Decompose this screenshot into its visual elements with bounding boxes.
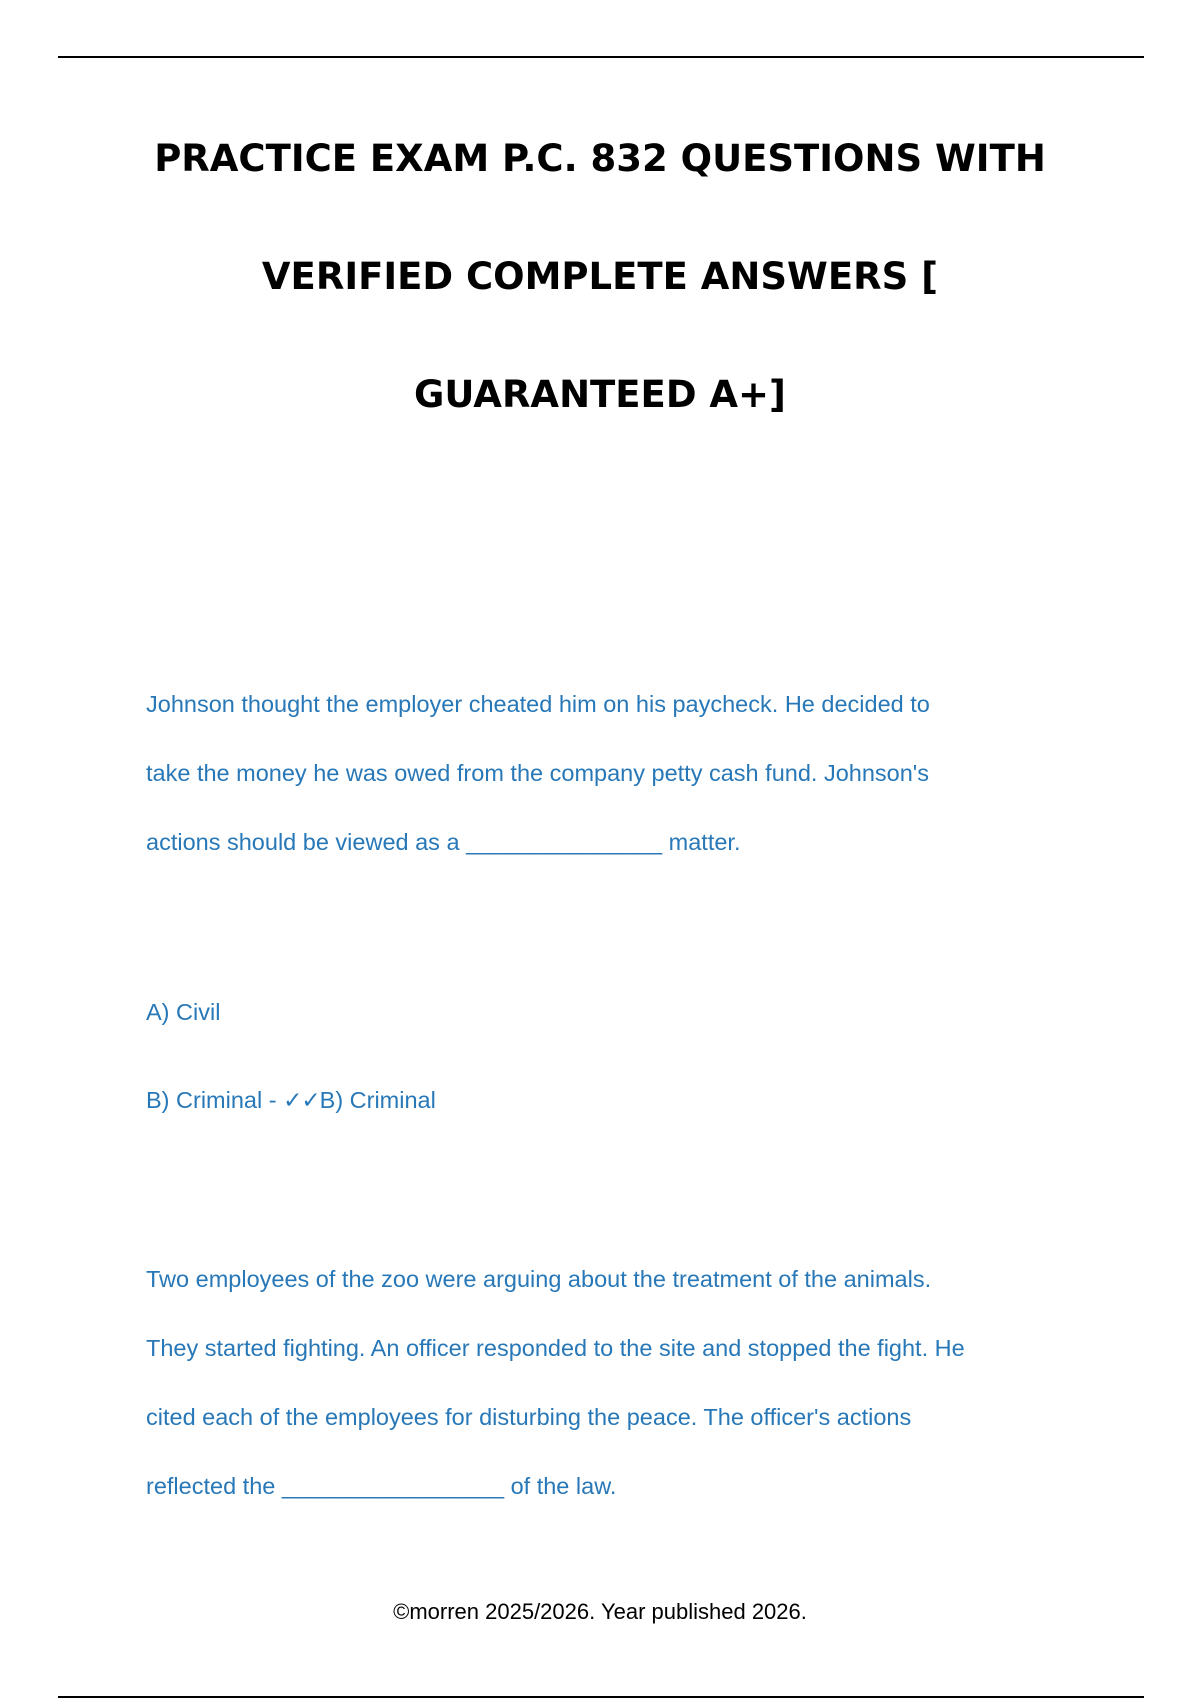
fill-in-blank: _______________ — [466, 829, 663, 855]
question-line: They started fighting. An officer responded to the site and stopped the fight. He — [146, 1335, 965, 1361]
document-title — [100, 100, 1100, 454]
title-line: GUARANTEED A+] — [414, 373, 786, 416]
bottom-rule — [58, 1696, 1144, 1698]
question-line: take the money he was owed from the company petty cash fund. Johnson's — [146, 760, 930, 786]
question-line: Johnson thought the employer cheated him on his paycheck. He decided to — [146, 691, 930, 717]
title-line: PRACTICE EXAM P.C. 832 QUESTIONS WITH — [154, 137, 1046, 180]
question-2 — [146, 1245, 1106, 1521]
top-rule — [58, 56, 1144, 58]
option-text: B) Criminal - — [146, 1087, 284, 1113]
question-line: cited each of the employees for disturbing the peace. The officer's actions — [146, 1404, 912, 1430]
option-text: A) Civil — [146, 999, 221, 1025]
question-line: Two employees of the zoo were arguing about the treatment of the animals. — [146, 1266, 932, 1292]
footer-copyright: ©morren 2025/2026. Year published 2026. — [393, 1599, 807, 1624]
option-line — [146, 1066, 1106, 1135]
option-a — [146, 978, 1106, 1047]
answer-text: B) Criminal — [319, 1087, 436, 1113]
title-line: VERIFIED COMPLETE ANSWERS [ — [261, 255, 939, 298]
question-text: of the law. — [504, 1473, 617, 1499]
question-text: reflected the — [146, 1473, 282, 1499]
question-line — [146, 1452, 1106, 1521]
question-1 — [146, 670, 1106, 877]
option-b — [146, 1066, 1106, 1135]
question-line — [146, 808, 1106, 877]
fill-in-blank: _________________ — [281, 1473, 505, 1499]
question-text: matter. — [662, 829, 741, 855]
question-text: actions should be viewed as a — [146, 829, 467, 855]
checkmark-icon: ✓✓ — [283, 1088, 320, 1114]
